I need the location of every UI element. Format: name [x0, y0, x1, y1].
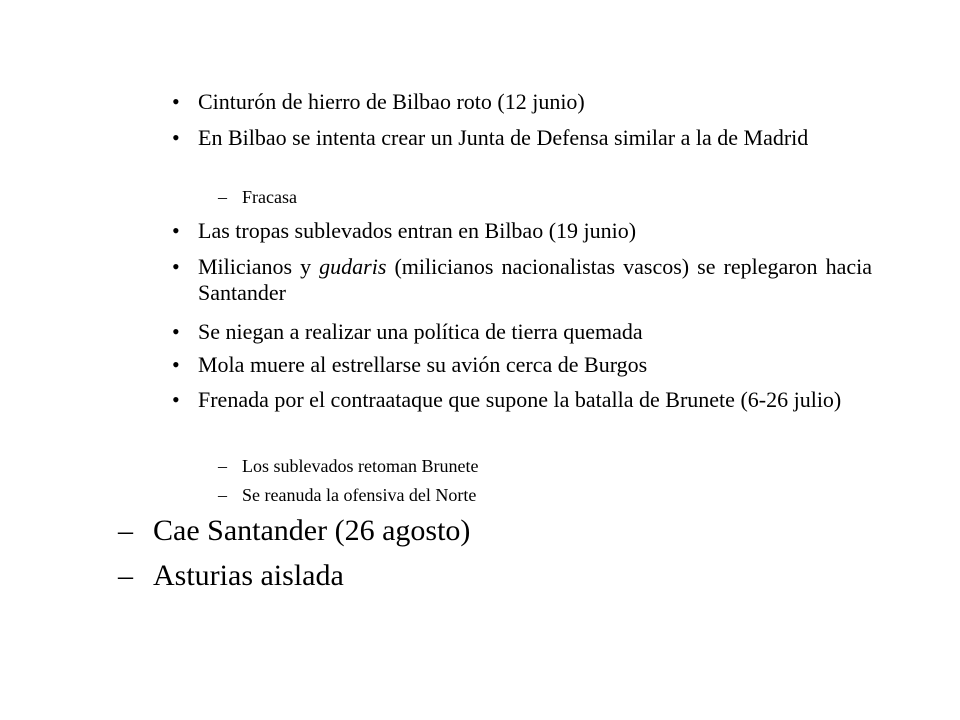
bullet-text-end: (milicianos nacionalistas vascos) se replegaron hacia Santander: [198, 254, 872, 305]
bullet-text: Cinturón de hierro de Bilbao roto (12 junio): [198, 89, 585, 114]
sub-bullet-item: [218, 484, 858, 506]
bullet-text: Frenada por el contraataque que supone la batalla de Brunete (6-26 julio): [198, 387, 842, 412]
bullet-item: [172, 387, 872, 413]
bullet-marker: •: [172, 125, 180, 150]
bullet-item: [172, 319, 872, 345]
bullet-item: [172, 254, 872, 306]
dash-marker: –: [218, 485, 227, 505]
sub-bullet-text: Los sublevados retoman Brunete: [242, 456, 479, 476]
dash-marker: –: [218, 456, 227, 476]
bullet-marker: •: [172, 218, 180, 243]
sub-bullet-item: [218, 455, 858, 477]
dash-marker: –: [218, 187, 227, 207]
bullet-marker: •: [172, 89, 180, 114]
dash-marker: –: [118, 559, 133, 592]
bullet-marker: •: [172, 352, 180, 377]
bullet-text: Las tropas sublevados entran en Bilbao (19 junio): [198, 218, 637, 243]
bullet-marker: •: [172, 254, 180, 279]
bullet-item: [172, 352, 872, 378]
sub-bullet-text: Fracasa: [242, 187, 297, 207]
bullet-marker: •: [172, 387, 180, 412]
bullet-text: Mola muere al estrellarse su avión cerca de Burgos: [198, 352, 648, 377]
sub-bullet-text: Se reanuda la ofensiva del Norte: [242, 485, 477, 505]
sub-bullet-item: [218, 186, 858, 208]
bullet-text: Se niegan a realizar una política de tierra quemada: [198, 319, 643, 344]
bullet-marker: •: [172, 319, 180, 344]
bullet-item: [172, 89, 872, 115]
main-point-text: Cae Santander (26 agosto): [153, 514, 471, 547]
italic-term: gudaris: [319, 254, 387, 279]
main-point-text: Asturias aislada: [153, 559, 344, 592]
main-point-item: [118, 559, 878, 593]
bullet-text: En Bilbao se intenta crear un Junta de Defensa similar a la de Madrid: [198, 125, 809, 150]
bullet-text-start: Milicianos y: [198, 254, 320, 279]
dash-marker: –: [118, 514, 133, 547]
bullet-text: [172, 254, 872, 306]
bullet-item: [172, 218, 872, 244]
bullet-item: [172, 125, 872, 151]
main-point-item: [118, 514, 878, 548]
